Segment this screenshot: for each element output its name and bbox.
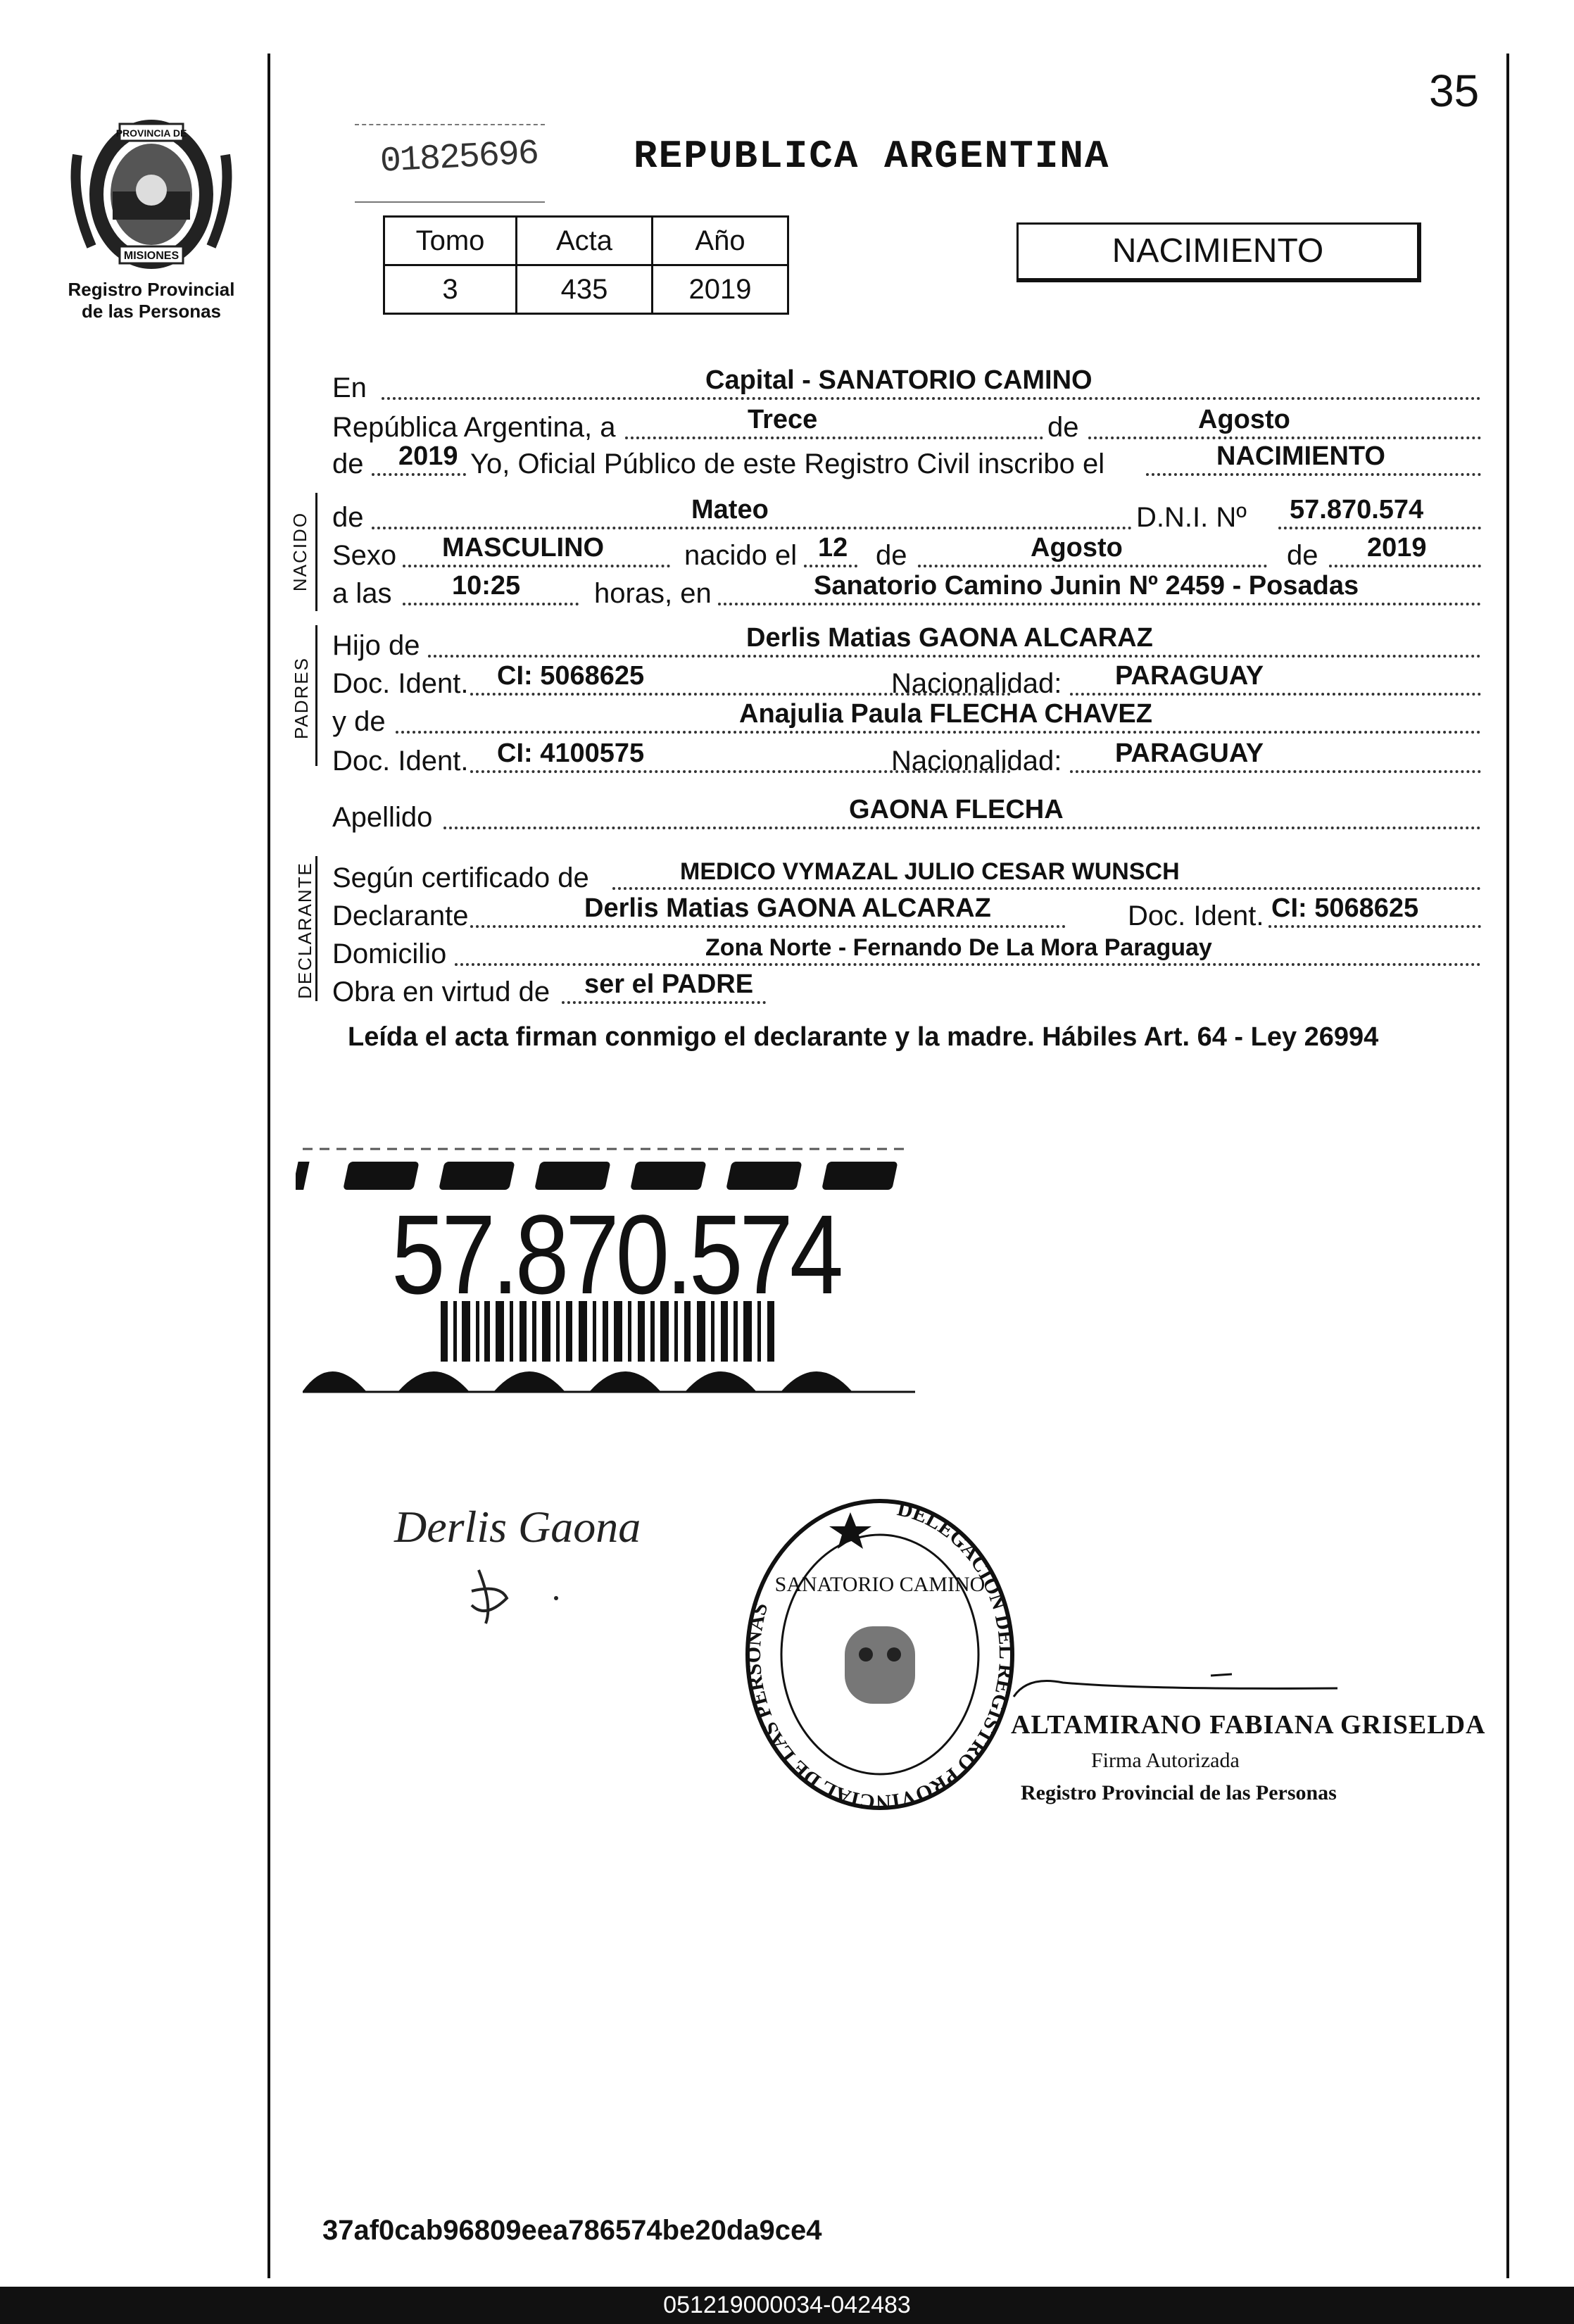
- table-value-anio: 2019: [653, 265, 788, 314]
- official-role: Firma Autorizada: [1091, 1749, 1240, 1772]
- label-oficial: Yo, Oficial Público de este Registro Civil inscribo el: [470, 448, 1105, 479]
- dotted-line: [1268, 925, 1481, 928]
- value-apellido: GAONA FLECHA: [849, 795, 1064, 824]
- label-de2: de: [332, 448, 364, 479]
- dni-sticker-number: 57.870.574: [391, 1191, 840, 1317]
- value-father-name: Derlis Matias GAONA ALCARAZ: [746, 623, 1153, 653]
- label-sexo: Sexo: [332, 540, 397, 571]
- row-madre: [332, 699, 1481, 741]
- value-obra: ser el PADRE: [584, 969, 754, 999]
- row-sexo: [332, 533, 1481, 574]
- label-nacido-el: nacido el: [684, 540, 798, 571]
- label-en: En: [332, 372, 367, 403]
- label-father-nat: Nacionalidad:: [891, 668, 1062, 699]
- value-birth-year: 2019: [1367, 533, 1427, 563]
- label-yde: y de: [332, 706, 386, 737]
- padres-bracket: [315, 625, 317, 766]
- value-birth-month: Agosto: [1031, 533, 1123, 563]
- section-label-nacido: NACIDO: [289, 511, 311, 592]
- dotted-line: [372, 527, 1132, 529]
- label-horas: horas, en: [594, 578, 712, 609]
- logo-caption: [49, 279, 253, 322]
- label-mother-doc: Doc. Ident.: [332, 746, 469, 777]
- official-oval-stamp: [732, 1493, 1028, 1816]
- section-label-padres: PADRES: [291, 657, 312, 739]
- registry-seal-icon: [732, 1493, 1028, 1816]
- value-year: 2019: [398, 441, 458, 471]
- dotted-line: [918, 565, 1267, 567]
- dotted-line: [428, 655, 1481, 658]
- dotted-line: [443, 827, 1481, 829]
- row-madre-doc: [332, 739, 1481, 780]
- row-hora: [332, 571, 1481, 613]
- logo-text-bottom: MISIONES: [123, 250, 180, 262]
- label-dni: D.N.I. Nº: [1136, 502, 1247, 533]
- r-mark-row: [296, 1162, 898, 1190]
- dotted-line: [372, 473, 466, 476]
- serial-number: 01825696: [379, 134, 539, 182]
- logo-caption-line1: Registro Provincial: [68, 279, 235, 300]
- dotted-line: [1329, 565, 1481, 567]
- signature-text: Derlis Gaona: [394, 1502, 641, 1552]
- official-name: ALTAMIRANO FABIANA GRISELDA: [1011, 1710, 1486, 1740]
- row-obra: [332, 969, 1481, 1011]
- label-hijo: Hijo de: [332, 630, 420, 661]
- record-table: [383, 215, 789, 315]
- value-father-nat: PARAGUAY: [1115, 661, 1264, 691]
- dotted-line: [455, 963, 1481, 966]
- stamp-inner-text: SANATORIO CAMINO: [774, 1573, 986, 1596]
- value-declarante-doc: CI: 5068625: [1271, 893, 1419, 923]
- nacido-bracket: [315, 493, 317, 611]
- label-republica: República Argentina, a: [332, 412, 616, 443]
- table-value-tomo: 3: [384, 265, 517, 314]
- label-name: de: [332, 502, 364, 533]
- value-father-doc: CI: 5068625: [497, 661, 645, 691]
- value-dni: 57.870.574: [1290, 495, 1424, 525]
- value-mother-doc: CI: 4100575: [497, 739, 645, 768]
- label-obra: Obra en virtud de: [332, 976, 550, 1007]
- value-place: Capital - SANATORIO CAMINO: [705, 365, 1093, 395]
- row-en: [332, 365, 1481, 407]
- closing-text: Leída el acta firman conmigo el declarante y la madre. Hábiles Art. 64 - Ley 26994: [348, 1022, 1379, 1052]
- label-cert: Según certificado de: [332, 862, 589, 893]
- dotted-line: [403, 603, 579, 605]
- value-sexo: MASCULINO: [442, 533, 605, 563]
- country-title: REPUBLICA ARGENTINA: [634, 134, 1110, 179]
- label-de: de: [1047, 412, 1079, 443]
- label-mother-nat: Nacionalidad:: [891, 746, 1062, 777]
- left-margin-rule: [267, 54, 270, 2278]
- row-apellido: [332, 795, 1481, 836]
- row-nombre: [332, 495, 1481, 536]
- label-de3: de: [876, 540, 907, 571]
- dotted-line: [1278, 527, 1481, 529]
- table-header-acta: Acta: [517, 217, 653, 265]
- value-birth-time: 10:25: [452, 571, 521, 601]
- row-oficial: [332, 441, 1481, 483]
- row-declarante: [332, 893, 1481, 935]
- value-month: Agosto: [1198, 405, 1290, 434]
- label-domicilio: Domicilio: [332, 938, 447, 969]
- value-birth-day: 12: [818, 533, 848, 563]
- stamp-ring-text: DELEGACION DEL REGISTRO PROVINCIAL DE LAS PERSONAS: [741, 1497, 1019, 1814]
- logo-caption-line2: de las Personas: [82, 301, 221, 322]
- row-domicilio: [332, 934, 1481, 973]
- dotted-line: [718, 603, 1481, 605]
- dotted-line: [1070, 693, 1481, 696]
- label-alas: a las: [332, 578, 392, 609]
- dotted-line: [403, 565, 670, 567]
- page-number: 35: [1429, 65, 1480, 116]
- value-mother-name: Anajulia Paula FLECHA CHAVEZ: [739, 699, 1152, 729]
- dotted-line: [625, 436, 1043, 439]
- logo-text-top: PROVINCIA DE: [115, 127, 187, 139]
- right-margin-rule: [1506, 54, 1509, 2278]
- fingerprint-mark-row: [303, 1371, 852, 1391]
- dotted-line: [470, 925, 1066, 928]
- official-org: Registro Provincial de las Personas: [1021, 1781, 1337, 1804]
- document-hash: 37af0cab96809eea786574be20da9ce4: [322, 2215, 822, 2246]
- value-birth-place: Sanatorio Camino Junin Nº 2459 - Posadas: [814, 571, 1359, 601]
- dotted-line: [562, 1001, 766, 1004]
- value-domicilio: Zona Norte - Fernando De La Mora Paraguay: [705, 934, 1212, 961]
- value-name: Mateo: [691, 495, 769, 525]
- record-type-box: NACIMIENTO: [1016, 222, 1421, 282]
- provincial-logo: [63, 113, 239, 276]
- table-header-tomo: Tomo: [384, 217, 517, 265]
- dotted-line: [1070, 770, 1481, 773]
- row-certificado: [332, 858, 1481, 897]
- label-father-doc: Doc. Ident.: [332, 668, 469, 699]
- record-table-header-row: [384, 217, 788, 265]
- signature-scribble-icon: [380, 1486, 760, 1626]
- label-declarante-doc: Doc. Ident.: [1128, 900, 1264, 931]
- dotted-line: [804, 565, 857, 567]
- record-table-value-row: [384, 265, 788, 314]
- label-de4: de: [1287, 540, 1318, 571]
- dotted-line: [382, 397, 1481, 400]
- section-label-declarante: DECLARANTE: [294, 862, 315, 999]
- value-declarante: Derlis Matias GAONA ALCARAZ: [584, 893, 991, 923]
- label-declarante: Declarante: [332, 900, 469, 931]
- misiones-seal-icon: [63, 113, 239, 276]
- dotted-line: [396, 731, 1481, 734]
- table-header-anio: Año: [653, 217, 788, 265]
- value-mother-nat: PARAGUAY: [1115, 739, 1264, 768]
- row-padre-doc: [332, 661, 1481, 703]
- table-value-acta: 435: [517, 265, 653, 314]
- dotted-line: [612, 887, 1481, 890]
- dotted-line: [1146, 473, 1481, 476]
- value-cert: MEDICO VYMAZAL JULIO CESAR WUNSCH: [680, 858, 1180, 885]
- row-padre: [332, 623, 1481, 665]
- value-inscribe: NACIMIENTO: [1216, 441, 1385, 471]
- value-day: Trece: [748, 405, 818, 434]
- declarant-signature: [380, 1486, 760, 1626]
- dotted-line: [1088, 436, 1481, 439]
- footer-barcode-id: 051219000034-042483: [0, 2287, 1574, 2324]
- label-apellido: Apellido: [332, 802, 433, 833]
